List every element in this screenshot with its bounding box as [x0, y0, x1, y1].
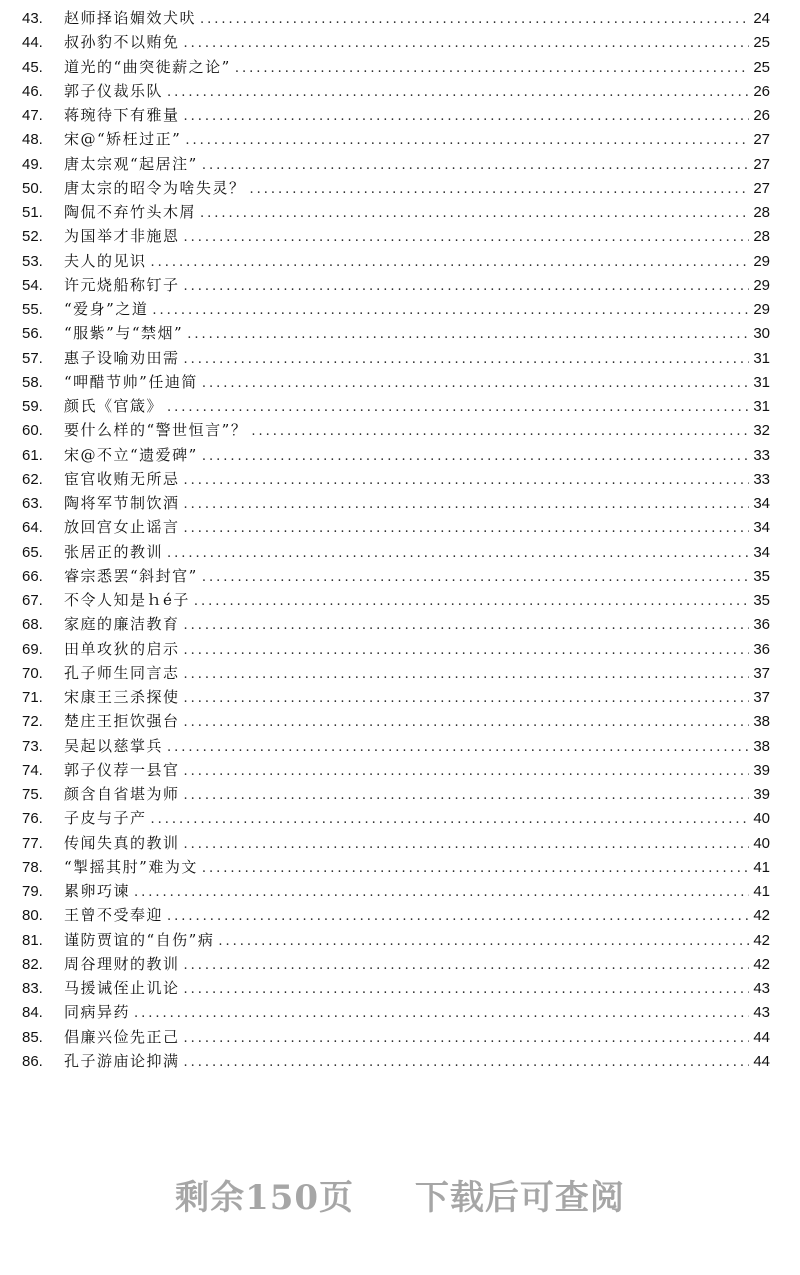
- toc-entry-page: 35: [753, 592, 770, 609]
- toc-entry-title: 孔子师生同言志: [64, 663, 180, 682]
- toc-entry-page: 27: [753, 155, 770, 173]
- toc-entry-number: 67.: [22, 592, 43, 609]
- toc-entry-number: 72.: [22, 713, 43, 731]
- toc-entry-title: 家庭的廉洁教育: [64, 615, 180, 634]
- toc-entry-number: 50.: [22, 179, 43, 197]
- toc-entry[interactable]: [22, 273, 770, 297]
- toc-entry-page: 37: [753, 689, 770, 706]
- toc-entry-title: 子皮与子产: [64, 809, 147, 828]
- toc-entry-number: 54.: [22, 276, 43, 294]
- toc-dot-leader: [218, 930, 749, 954]
- toc-entry-page: 31: [753, 349, 770, 367]
- toc-entry-title: 夫人的见识: [64, 251, 147, 270]
- toc-entry-page: 28: [753, 204, 770, 221]
- toc-dot-leader: [187, 323, 749, 347]
- toc-entry-page: 39: [753, 786, 770, 803]
- toc-entry-page: 34: [753, 495, 770, 512]
- toc-entry[interactable]: [22, 6, 770, 30]
- toc-entry[interactable]: [22, 709, 770, 733]
- toc-entry-page: 32: [753, 422, 770, 440]
- toc-entry[interactable]: [22, 734, 770, 758]
- toc-dot-leader: [202, 566, 749, 590]
- toc-entry-title: 许元烧船称钉子: [64, 275, 180, 294]
- toc-dot-leader: [251, 420, 749, 444]
- toc-entry-title: 郭子仪裁乐队: [64, 81, 164, 100]
- toc-entry[interactable]: [22, 782, 770, 806]
- toc-entry-page: 43: [753, 980, 770, 997]
- toc-entry-page: 27: [753, 179, 770, 197]
- toc-entry[interactable]: [22, 127, 770, 151]
- toc-entry-page: 25: [753, 34, 770, 52]
- download-to-view-text[interactable]: 下载后可查阅: [414, 1178, 625, 1218]
- toc-entry-title: 惠子设喻劝田需: [64, 348, 180, 367]
- toc-entry[interactable]: [22, 952, 770, 976]
- toc-dot-leader: [152, 299, 749, 323]
- toc-entry-title: “呷醋节帅”任迪简: [64, 372, 198, 391]
- toc-entry-page: 29: [753, 301, 770, 318]
- toc-entry-title: 楚庄王拒饮强台: [64, 712, 180, 731]
- toc-entry-title: 赵师择谄媚效犬吠: [64, 9, 197, 27]
- toc-entry-title: 宋@“矫枉过正”: [64, 130, 182, 149]
- toc-entry[interactable]: [22, 224, 770, 248]
- toc-dot-leader: [194, 590, 749, 614]
- toc-entry-page: 26: [753, 107, 770, 124]
- toc-entry-page: 33: [753, 446, 770, 464]
- toc-entry[interactable]: [22, 103, 770, 127]
- toc-entry-title: 颜氏《官箴》: [64, 397, 164, 415]
- toc-dot-leader: [184, 954, 750, 978]
- toc-dot-leader: [184, 469, 750, 493]
- toc-entry-number: 78.: [22, 858, 43, 876]
- toc-entry[interactable]: [22, 564, 770, 588]
- toc-entry-title: 为国举才非施恩: [64, 227, 180, 246]
- toc-entry-title: 不令人知是ｈé子: [64, 591, 190, 609]
- toc-entry[interactable]: [22, 321, 770, 345]
- toc-entry[interactable]: [22, 249, 770, 273]
- toc-entry-title: 陶将军节制饮酒: [64, 494, 180, 512]
- toc-entry-number: 84.: [22, 1004, 43, 1022]
- toc-dot-leader: [184, 275, 750, 299]
- toc-dot-leader: [134, 881, 749, 905]
- toc-dot-leader: [167, 542, 749, 566]
- toc-entry-number: 80.: [22, 907, 43, 925]
- toc-entry-number: 45.: [22, 58, 43, 76]
- toc-dot-leader: [184, 833, 750, 857]
- toc-entry-number: 71.: [22, 689, 43, 706]
- toc-entry-title: 放回宫女止谣言: [64, 518, 180, 537]
- toc-entry-page: 43: [753, 1004, 770, 1022]
- toc-entry-page: 27: [753, 131, 770, 149]
- toc-dot-leader: [184, 760, 750, 784]
- toc-dot-leader: [184, 978, 750, 1002]
- toc-entry-number: 73.: [22, 737, 43, 755]
- toc-entry-number: 70.: [22, 664, 43, 682]
- toc-entry-page: 36: [753, 640, 770, 658]
- toc-dot-leader: [151, 808, 750, 832]
- toc-entry-title: 唐太宗观“起居注”: [64, 154, 198, 173]
- toc-entry[interactable]: [22, 588, 770, 612]
- toc-dot-leader: [184, 663, 750, 687]
- toc-entry-page: 40: [753, 834, 770, 852]
- toc-entry-number: 56.: [22, 325, 43, 343]
- toc-dot-leader: [202, 445, 749, 469]
- toc-entry-page: 26: [753, 82, 770, 100]
- toc-dot-leader: [202, 154, 749, 178]
- toc-dot-leader: [184, 493, 750, 517]
- toc-entry[interactable]: [22, 467, 770, 491]
- toc-entry-number: 74.: [22, 761, 43, 779]
- toc-dot-leader: [167, 905, 749, 929]
- toc-entry-number: 51.: [22, 204, 43, 221]
- toc-entry-number: 44.: [22, 34, 43, 52]
- toc-entry-page: 40: [753, 810, 770, 828]
- toc-entry-title: 宋@不立“遗爱碑”: [64, 445, 198, 464]
- toc-entry-number: 66.: [22, 567, 43, 585]
- toc-entry-title: 郭子仪荐一县官: [64, 760, 180, 779]
- toc-entry-number: 55.: [22, 301, 43, 318]
- toc-entry[interactable]: [22, 855, 770, 879]
- toc-entry[interactable]: [22, 1000, 770, 1024]
- toc-entry-title: 宋康王三杀探使: [64, 688, 180, 706]
- toc-entry-number: 63.: [22, 495, 43, 512]
- toc-entry[interactable]: [22, 443, 770, 467]
- toc-entry-number: 49.: [22, 155, 43, 173]
- toc-entry-page: 41: [753, 883, 770, 900]
- toc-entry-page: 42: [753, 931, 770, 949]
- toc-entry-title: 孔子游庙论抑满: [64, 1051, 180, 1070]
- toc-entry-number: 68.: [22, 616, 43, 634]
- toc-entry[interactable]: [22, 637, 770, 661]
- toc-entry-title: “掣摇其肘”难为文: [64, 857, 198, 876]
- toc-entry-page: 34: [753, 543, 770, 561]
- toc-entry[interactable]: [22, 79, 770, 103]
- toc-entry[interactable]: [22, 976, 770, 1000]
- toc-dot-leader: [184, 687, 750, 711]
- toc-entry[interactable]: [22, 491, 770, 515]
- toc-entry[interactable]: [22, 540, 770, 564]
- toc-dot-leader: [184, 711, 750, 735]
- toc-dot-leader: [184, 226, 750, 250]
- toc-entry-title: 宦官收贿无所忌: [64, 469, 180, 488]
- toc-entry[interactable]: [22, 346, 770, 370]
- toc-entry-page: 44: [753, 1028, 770, 1046]
- toc-entry[interactable]: [22, 55, 770, 79]
- toc-entry-number: 65.: [22, 543, 43, 561]
- toc-dot-leader: [184, 517, 750, 541]
- toc-entry-page: 38: [753, 713, 770, 731]
- toc-entry[interactable]: [22, 903, 770, 927]
- toc-dot-leader: [235, 57, 749, 81]
- toc-entry-page: 38: [753, 737, 770, 755]
- toc-entry[interactable]: [22, 394, 770, 418]
- toc-entry-title: 要什么样的“警世恒言”？: [64, 421, 248, 440]
- toc-entry-page: 25: [753, 58, 770, 76]
- toc-entry-title: 倡廉兴俭先正己: [64, 1027, 180, 1046]
- toc-entry[interactable]: [22, 1025, 770, 1049]
- toc-entry-page: 36: [753, 616, 770, 634]
- toc-entry-title: 陶侃不弃竹头木屑: [64, 203, 197, 221]
- toc-entry[interactable]: [22, 612, 770, 636]
- toc-dot-leader: [185, 129, 749, 153]
- toc-entry-page: 31: [753, 373, 770, 391]
- toc-entry-number: 86.: [22, 1052, 43, 1070]
- toc-entry-title: 谨防贾谊的“自伤”病: [64, 930, 215, 949]
- toc-dot-leader: [200, 8, 749, 32]
- toc-entry-title: 唐太宗的昭令为啥失灵？: [64, 178, 246, 197]
- toc-entry[interactable]: [22, 200, 770, 224]
- toc-entry-number: 81.: [22, 931, 43, 949]
- toc-entry-title: 蒋琬待下有雅量: [64, 106, 180, 124]
- toc-entry-page: 30: [753, 325, 770, 343]
- toc-entry-title: 吴起以慈掌兵: [64, 736, 164, 755]
- toc-entry-page: 28: [753, 228, 770, 246]
- toc-entry-number: 59.: [22, 398, 43, 415]
- toc-dot-leader: [167, 81, 749, 105]
- toc-dot-leader: [184, 348, 750, 372]
- toc-entry-title: 周谷理财的教训: [64, 954, 180, 973]
- toc-entry-page: 39: [753, 761, 770, 779]
- toc-entry-page: 29: [753, 276, 770, 294]
- toc-entry-page: 37: [753, 664, 770, 682]
- toc-entry[interactable]: [22, 370, 770, 394]
- toc-entry-title: 田单攻狄的启示: [64, 639, 180, 658]
- toc-entry[interactable]: [22, 297, 770, 321]
- toc-entry-number: 57.: [22, 349, 43, 367]
- toc-entry-number: 48.: [22, 131, 43, 149]
- toc-entry-title: 道光的“曲突徙薪之论”: [64, 57, 231, 76]
- toc-entry-title: 张居正的教训: [64, 542, 164, 561]
- toc-entry-number: 53.: [22, 252, 43, 270]
- toc-dot-leader: [184, 32, 750, 56]
- toc-entry-title: 同病异药: [64, 1003, 131, 1022]
- toc-dot-leader: [184, 105, 750, 129]
- toc-dot-leader: [167, 396, 749, 420]
- toc-entry-title: 传闻失真的教训: [64, 833, 180, 852]
- toc-dot-leader: [134, 1002, 749, 1026]
- toc-entry[interactable]: [22, 515, 770, 539]
- toc-entry-page: 34: [753, 519, 770, 537]
- toc-entry-number: 76.: [22, 810, 43, 828]
- toc-entry[interactable]: [22, 685, 770, 709]
- toc-dot-leader: [202, 857, 749, 881]
- toc-entry-page: 41: [753, 858, 770, 876]
- toc-entry-number: 64.: [22, 519, 43, 537]
- toc-entry[interactable]: [22, 30, 770, 54]
- toc-entry-page: 33: [753, 470, 770, 488]
- toc-entry-number: 62.: [22, 470, 43, 488]
- toc-entry-title: 累卵巧谏: [64, 882, 131, 900]
- toc-entry[interactable]: [22, 831, 770, 855]
- toc-entry-title: 马援诫侄止讥论: [64, 979, 180, 997]
- toc-entry-number: 77.: [22, 834, 43, 852]
- toc-entry[interactable]: [22, 418, 770, 442]
- toc-entry-page: 29: [753, 252, 770, 270]
- toc-entry-number: 61.: [22, 446, 43, 464]
- toc-dot-leader: [184, 1027, 750, 1051]
- toc-dot-leader: [167, 736, 749, 760]
- toc-entry[interactable]: [22, 806, 770, 830]
- toc-entry-page: 42: [753, 907, 770, 925]
- toc-dot-leader: [184, 639, 750, 663]
- toc-entry[interactable]: [22, 758, 770, 782]
- toc-entry-title: 颜含自省堪为师: [64, 785, 180, 803]
- toc-entry[interactable]: [22, 661, 770, 685]
- toc-entry-page: 24: [753, 10, 770, 27]
- toc-entry[interactable]: [22, 879, 770, 903]
- toc-entry-title: 叔孙豹不以贿免: [64, 33, 180, 52]
- toc-entry[interactable]: [22, 1049, 770, 1073]
- toc-entry-number: 43.: [22, 10, 43, 27]
- toc-entry-page: 44: [753, 1052, 770, 1070]
- toc-entry-title: “爱身”之道: [64, 300, 149, 318]
- toc-entry[interactable]: [22, 152, 770, 176]
- toc-dot-leader: [202, 372, 749, 396]
- toc-entry-page: 42: [753, 955, 770, 973]
- toc-dot-leader: [184, 1051, 750, 1075]
- toc-dot-leader: [250, 178, 750, 202]
- toc-entry-page: 31: [753, 398, 770, 415]
- toc-entry-number: 82.: [22, 955, 43, 973]
- toc-entry[interactable]: [22, 176, 770, 200]
- toc-entry-title: “服紫”与“禁烟”: [64, 324, 184, 343]
- toc-dot-leader: [184, 784, 750, 808]
- toc-entry-title: 王曾不受奉迎: [64, 906, 164, 925]
- toc-entry-page: 35: [753, 567, 770, 585]
- remaining-pages-text: 剩余150页: [175, 1178, 355, 1218]
- toc-entry-number: 52.: [22, 228, 43, 246]
- toc-dot-leader: [151, 251, 750, 275]
- toc-entry-number: 46.: [22, 82, 43, 100]
- toc-dot-leader: [200, 202, 749, 226]
- toc-entry-number: 47.: [22, 107, 43, 124]
- toc-entry-number: 79.: [22, 883, 43, 900]
- toc-entry[interactable]: [22, 928, 770, 952]
- toc-entry-number: 85.: [22, 1028, 43, 1046]
- table-of-contents: [22, 6, 770, 1073]
- toc-entry-number: 58.: [22, 373, 43, 391]
- toc-dot-leader: [184, 614, 750, 638]
- toc-entry-number: 75.: [22, 786, 43, 803]
- toc-entry-number: 60.: [22, 422, 43, 440]
- toc-entry-number: 69.: [22, 640, 43, 658]
- toc-entry-number: 83.: [22, 980, 43, 997]
- download-prompt: [0, 1170, 800, 1219]
- toc-entry-title: 睿宗悉罢“斜封官”: [64, 566, 198, 585]
